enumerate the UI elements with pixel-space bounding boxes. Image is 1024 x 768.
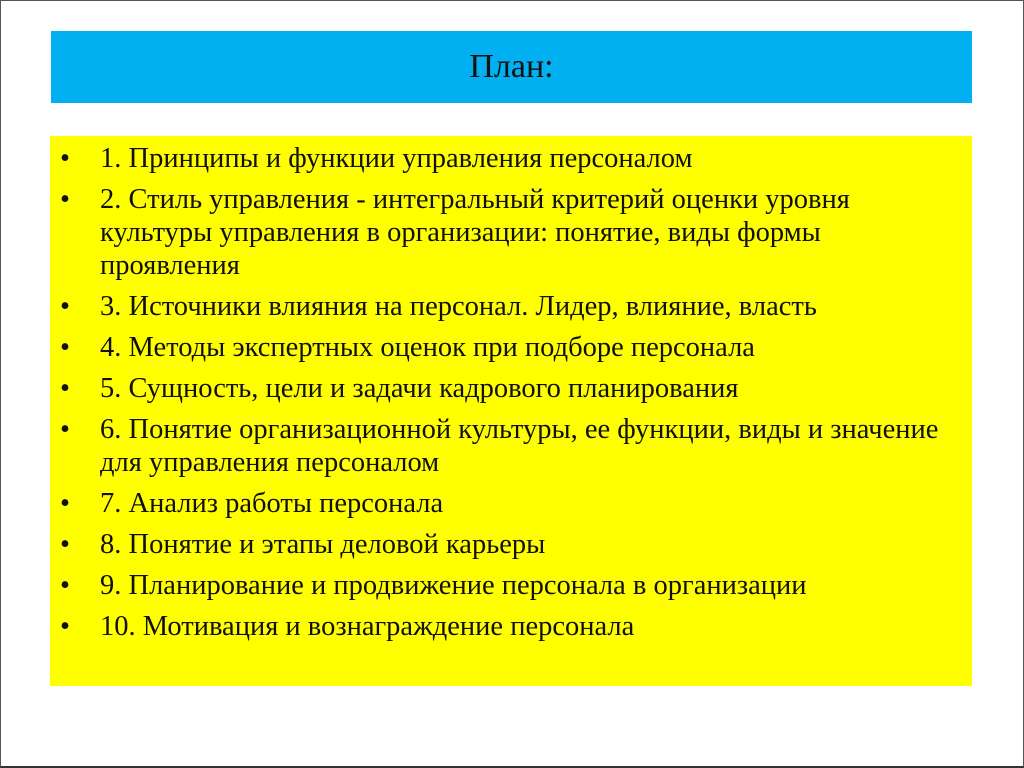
- list-item: [50, 372, 972, 405]
- content-box: [50, 136, 972, 686]
- bullet-icon: •: [60, 373, 70, 404]
- list-item-text: 9. Планирование и продвижение персонала в организации: [100, 570, 807, 601]
- list-item-text: 6. Понятие организационной культуры, ее функции, виды и значение для управления персоналом: [100, 414, 939, 478]
- bullet-icon: •: [60, 529, 70, 560]
- list-item-text: 10. Мотивация и вознаграждение персонала: [100, 611, 635, 642]
- list-item: [50, 487, 972, 520]
- list-item: [50, 610, 972, 643]
- bullet-icon: •: [60, 332, 70, 363]
- list-item: [50, 528, 972, 561]
- bullet-icon: •: [60, 488, 70, 519]
- list-item-text: 1. Принципы и функции управления персоналом: [100, 143, 693, 174]
- bullet-icon: •: [60, 143, 70, 174]
- list-item: [50, 142, 972, 175]
- bullet-icon: •: [60, 414, 70, 445]
- list-item-text: 8. Понятие и этапы деловой карьеры: [100, 529, 546, 560]
- bullet-icon: •: [60, 184, 70, 215]
- bullet-icon: •: [60, 570, 70, 601]
- list-item-text: 3. Источники влияния на персонал. Лидер, влияние, власть: [100, 291, 817, 322]
- bullet-icon: •: [60, 611, 70, 642]
- list-item: [50, 183, 972, 282]
- list-item-text: 7. Анализ работы персонала: [100, 488, 444, 519]
- slide-title: План:: [469, 48, 554, 85]
- list-item-text: 2. Стиль управления - интегральный критерий оценки уровня культуры управления в организации: понятие, виды формы проявления: [100, 184, 850, 281]
- list-item-text: 4. Методы экспертных оценок при подборе персонала: [100, 332, 755, 363]
- list-item: [50, 331, 972, 364]
- list-item: [50, 569, 972, 602]
- plan-list: [50, 136, 972, 643]
- bullet-icon: •: [60, 291, 70, 322]
- list-item-text: 5. Сущность, цели и задачи кадрового планирования: [100, 373, 739, 404]
- title-bar: [51, 31, 972, 103]
- list-item: [50, 290, 972, 323]
- list-item: [50, 413, 972, 479]
